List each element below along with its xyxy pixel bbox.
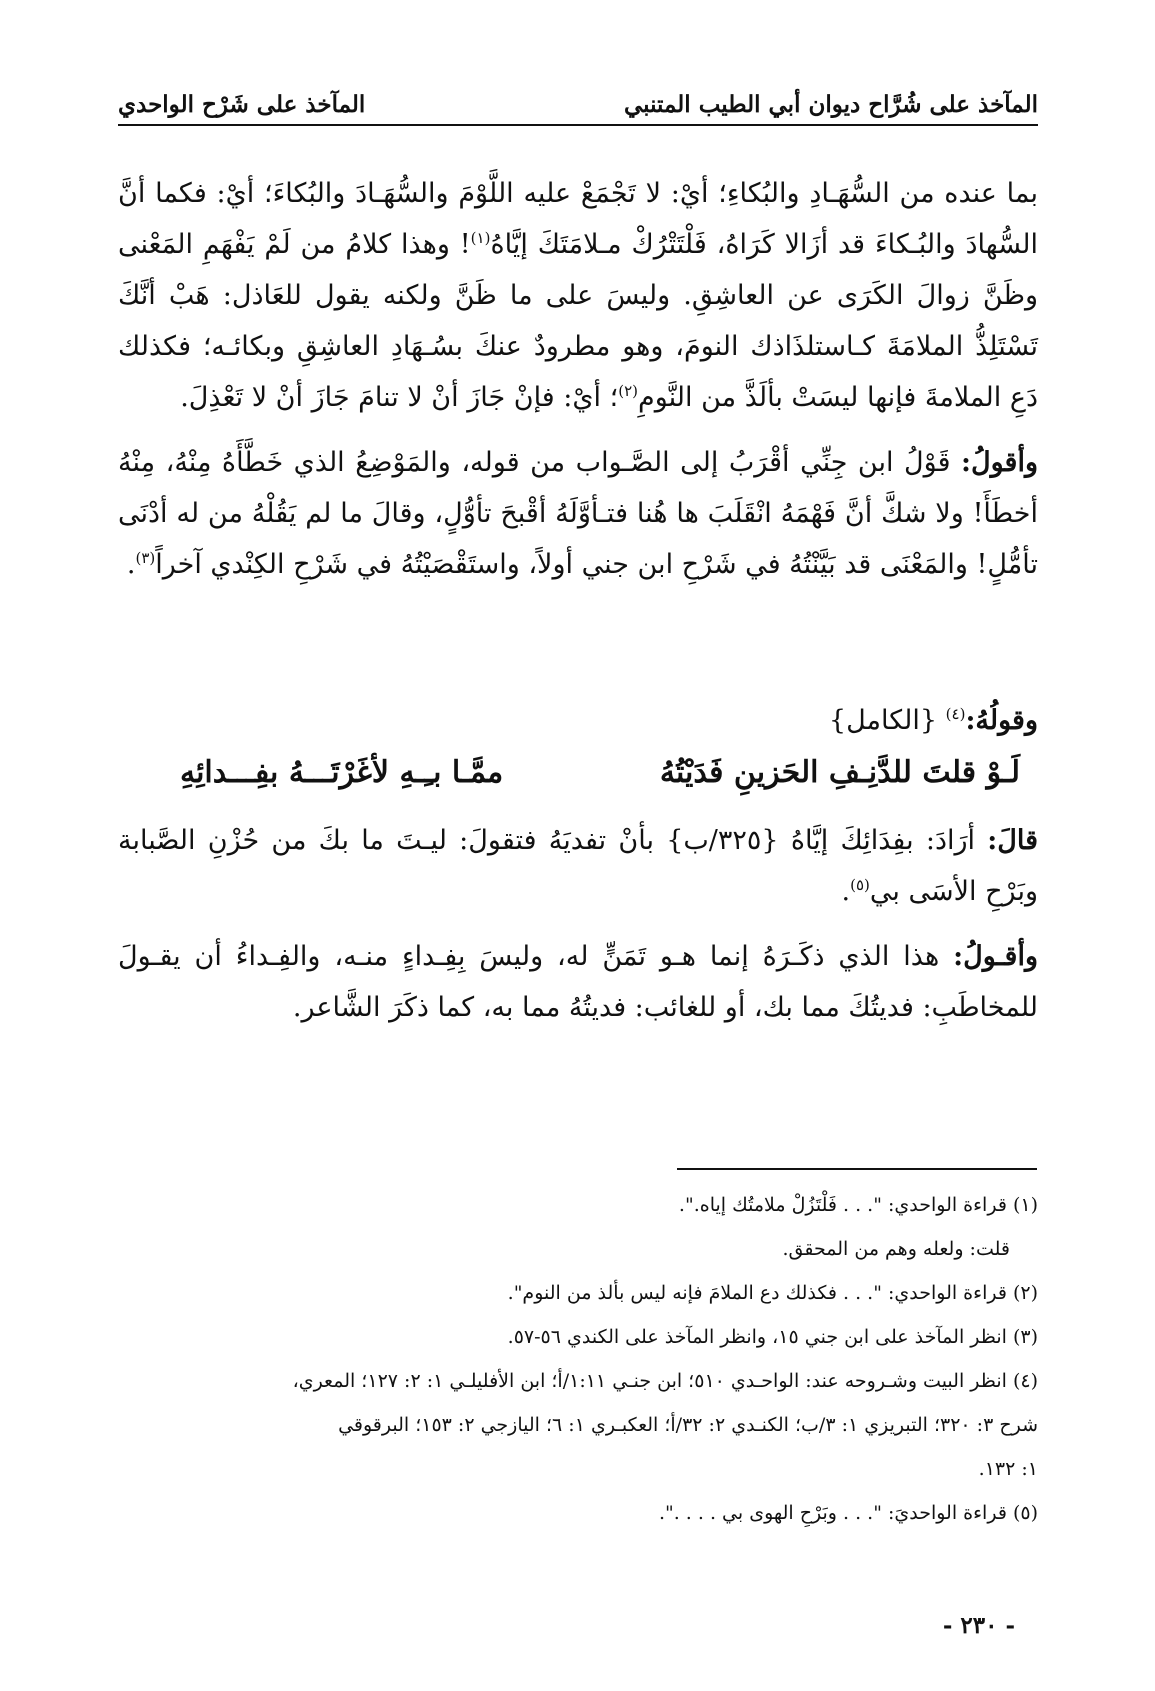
verse-second-hemistich: ممَّـا بـِـهِ لأغَرْتَـــهُ بفِـــدائِهِ	[180, 755, 504, 790]
commentary-text-block	[118, 815, 1038, 1047]
paragraph-2-text: قَوْلُ ابن جِنِّي أقْرَبُ إلى الصَّـواب من قوله، والمَوْضِعُ الذي خَطَّأَهُ مِنْهُ، مِنْهُ أخطَأَ! ولا شكَّ أنَّ فَهْمَهُ انْقَلَبَ ها هُنا فتـأوَّلَهُ أقْبحَ تأوُّلٍ، وقالَ ما لم يَقُلْهُ من له أدْنَى تأمُّلٍ! والمَعْنَى قد بَيَّنْتُهُ في شَرْحِ ابن جني أولاً، واستَقْصَيْتُهُ في شَرْحِ الكِنْدي آخراً	[118, 447, 1038, 580]
footnote-4-line-2: شرح ٣: ٣٢٠؛ التبريزي ١: ٣/ب؛ الكنـدي ٢: ٣٢/أ؛ العكبـري ١: ٦؛ اليازجي ٢: ١٥٣؛ البرقوقي	[338, 1414, 1038, 1436]
paragraph-3	[118, 815, 1038, 917]
paragraph-1-end: ؛ أيْ: فإنْ جَازَ أنْ لا تنامَ جَازَ أنْ لا تَعْذِلَ.	[180, 382, 619, 413]
footnote-4-line-1: (٤) انظر البيت وشـروحه عند: الواحـدي ٥١٠؛ ابن جنـي ١:١١/أ؛ ابن الأفليلـي ١: ٢: ١٢٧؛ المعري،	[292, 1370, 1038, 1392]
footnote-ref-2: (٢)	[618, 382, 638, 400]
paragraph-4-text: هذا الذي ذكَـرَهُ إنما هـو تَمَنٍّ له، وليسَ بِفِـداءٍ منـه، والفِـداءُ أن يقـولَ للمخاطَبِ: فديتُكَ مما بك، أو للغائب: فديتُهُ مما به، كما ذكَرَ الشَّاعر.	[118, 941, 1038, 1023]
poetry-verse	[180, 755, 1020, 790]
header-section-title: المآخذ على شَرْح الواحدي	[118, 91, 366, 118]
verse-meter: {الكامل}	[828, 705, 938, 736]
paragraph-3-text: أرَادَ: بفِدَائِكَ إيَّاهُ {٣٢٥/ب} بأنْ تفديَهُ فتقولَ: ليـتَ ما بكَ من حُزْنِ الصَّبابة وبَرْحِ الأسَى بي	[118, 825, 1038, 907]
verse-intro-lead: وقولُهُ:	[965, 705, 1038, 736]
verse-first-hemistich: لَـوْ قلتَ للدَّنِـفِ الحَزينِ فَدَيْتُهُ	[659, 755, 1020, 790]
footnote-1-note: قلت: ولعله وهم من المحقق.	[782, 1238, 1010, 1260]
main-text-block	[118, 168, 1038, 604]
footnote-ref-4: (٤)	[945, 705, 966, 723]
paragraph-3-lead: قالَ:	[987, 825, 1038, 856]
paragraph-1-text: بما عنده من السُّهَـادِ والبُكاءِ؛ أيْ: لا تَجْمَعْ عليه اللَّوْمَ والسُّهَـادَ والبُكاءَ؛ أيْ: فكما أنَّ السُّهادَ والبُـكاءَ قد أزَالا كَرَاهُ، فَلْتَتْرُكْ مـلامَتَكَ إيَّاهُ	[118, 178, 1039, 260]
footnote-ref-1: (١)	[470, 229, 491, 247]
paragraph-3-end: .	[841, 876, 851, 907]
footnotes	[118, 1183, 1038, 1535]
page-number: - ٢٣٠ -	[942, 1612, 1015, 1639]
header-book-title: المآخذ على شُرَّاح ديوان أبي الطيب المتنبي	[624, 91, 1038, 118]
paragraph-1	[118, 168, 1038, 423]
footnote-ref-5: (٥)	[850, 876, 870, 894]
footnote-3: (٣) انظر المآخذ على ابن جني ١٥، وانظر المآخذ على الكندي ٥٦-٥٧.	[507, 1326, 1038, 1348]
paragraph-2	[118, 437, 1038, 590]
paragraph-1-continuation: ! وهذا كلامُ من لَمْ يَفْهَمِ المَعْنى وظَنَّ زوالَ الكَرَى عن العاشِقِ. وليسَ على ما ظَنَّ ولكنه يقول للعَاذل: هَبْ أنَّكَ تَسْتَلِذُّ الملامَةَ كـاستلذَاذك النومَ، وهو مطرودٌ عنكَ بسُـهَادِ العاشِقِ وبكائـه؛ فكذلك دَعِ الملامةَ فإنها ليسَتْ بألَذَّ من النَّومِ	[118, 229, 1038, 413]
footnote-2: (٢) قراءة الواحدي: ". . . فكذلك دع الملامَ فإنه ليس بألذ من النوم".	[507, 1282, 1038, 1304]
running-header	[118, 78, 1038, 126]
paragraph-4	[118, 931, 1038, 1033]
footnote-4-line-3: ١: ١٣٢.	[978, 1458, 1038, 1480]
footnote-ref-3: (٣)	[135, 549, 156, 567]
footnote-5: (٥) قراءة الواحديَ: ". . . وبَرْحِ الهوى بي . . . .".	[658, 1502, 1038, 1524]
paragraph-2-lead: وأقولُ:	[961, 447, 1038, 478]
paragraph-4-lead: وأقـولُ:	[953, 941, 1038, 972]
footnote-1: (١) قراءة الواحدي: ". . . فَلْتَزُلْ ملامتُك إياه.".	[678, 1194, 1038, 1216]
paragraph-2-end: .	[126, 549, 136, 580]
footnote-separator	[677, 1168, 1037, 1170]
verse-introduction	[118, 705, 1038, 736]
